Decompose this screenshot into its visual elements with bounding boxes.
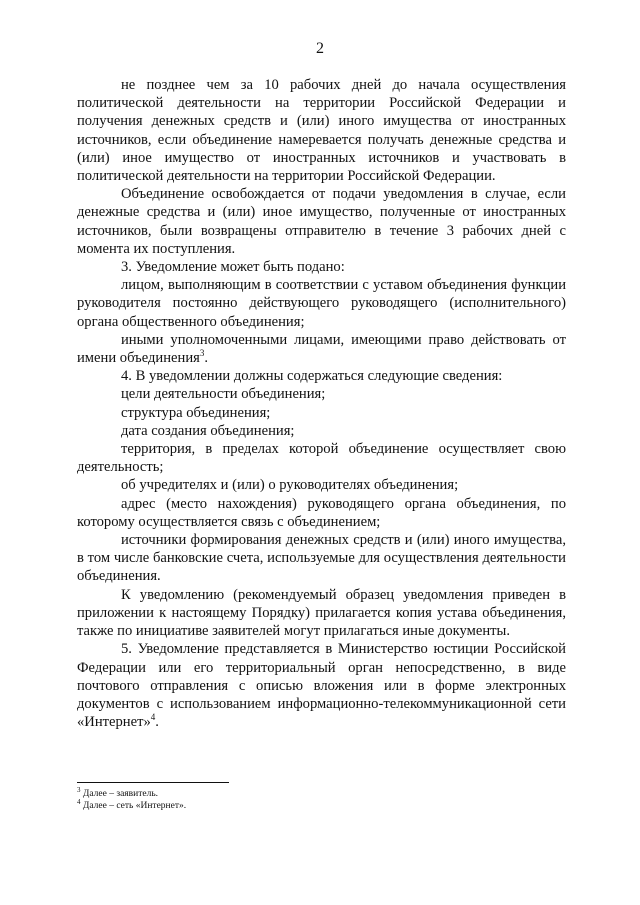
footnote-mark: 4 bbox=[77, 797, 81, 806]
paragraph: 3. Уведомление может быть подано: bbox=[121, 259, 345, 276]
paragraph: Объединение освобождается от подачи уведомления в случае, если денежные средства и (или) иное имущество, полученные от иностранных источников, были возвращены отправителю в течение 3 рабочих дней с момента их поступления. bbox=[77, 186, 566, 257]
paragraph bbox=[77, 640, 566, 731]
footnote-separator bbox=[77, 782, 229, 783]
paragraph: дата создания объединения; bbox=[121, 422, 295, 439]
paragraph: 4. В уведомлении должны содержаться следующие сведения: bbox=[121, 368, 503, 385]
paragraph-end: . bbox=[204, 350, 208, 367]
paragraph: адрес (место нахождения) руководящего органа объединения, по которому осуществляется связь с объединением; bbox=[77, 495, 566, 530]
page-number: 2 bbox=[316, 40, 324, 57]
body-text bbox=[77, 76, 566, 731]
footnotes bbox=[77, 785, 377, 812]
paragraph-text: иными уполномоченными лицами, имеющими право действовать от имени объединения bbox=[77, 331, 566, 367]
footnote-mark: 3 bbox=[77, 785, 81, 794]
footnote-text: Далее – заявитель. bbox=[80, 789, 159, 799]
paragraph: территория, в пределах которой объединение осуществляет свою деятельность; bbox=[77, 441, 566, 476]
paragraph bbox=[77, 331, 566, 367]
paragraph: структура объединения; bbox=[121, 404, 271, 421]
footnote bbox=[77, 785, 377, 800]
footnote-text: Далее – сеть «Интернет». bbox=[80, 801, 187, 811]
paragraph: лицом, выполняющим в соответствии с уставом объединения функции руководителя постоянно действующего руководящего (исполнительного) органа общественного объединения; bbox=[77, 277, 566, 330]
paragraph: источники формирования денежных средств и (или) иного имущества, в том числе банковские счета, используемые для осуществления деятельности объединения. bbox=[77, 532, 566, 585]
paragraph-text: 5. Уведомление представляется в Министерство юстиции Российской Федерации или его территориальный орган непосредственно, в виде почтового отправления с описью вложения или в форме электронных документов с использованием информационно-телекоммуникационной сети «Интернет» bbox=[77, 641, 566, 731]
footnote bbox=[77, 797, 377, 812]
footnote-ref: 3 bbox=[199, 348, 205, 359]
paragraph: об учредителях и (или) о руководителях объединения; bbox=[121, 477, 459, 494]
footnote-ref: 4 bbox=[150, 712, 156, 723]
paragraph: К уведомлению (рекомендуемый образец уведомления приведен в приложении к настоящему Порядку) прилагается копия устава объединения, также по инициативе заявителей могут прилагаться иные документы. bbox=[77, 586, 566, 640]
paragraph: цели деятельности объединения; bbox=[121, 386, 326, 403]
paragraph: не позднее чем за 10 рабочих дней до начала осуществления политической деятельности на территории Российской Федерации и получения денежных средств и (или) иного имущества от иностранных источников, если объединение намеревается получать денежные средства и (или) иное имущество от иностранных источников и участвовать в политической деятельности на территории Российской Федерации. bbox=[77, 77, 566, 185]
paragraph-end: . bbox=[155, 714, 159, 731]
